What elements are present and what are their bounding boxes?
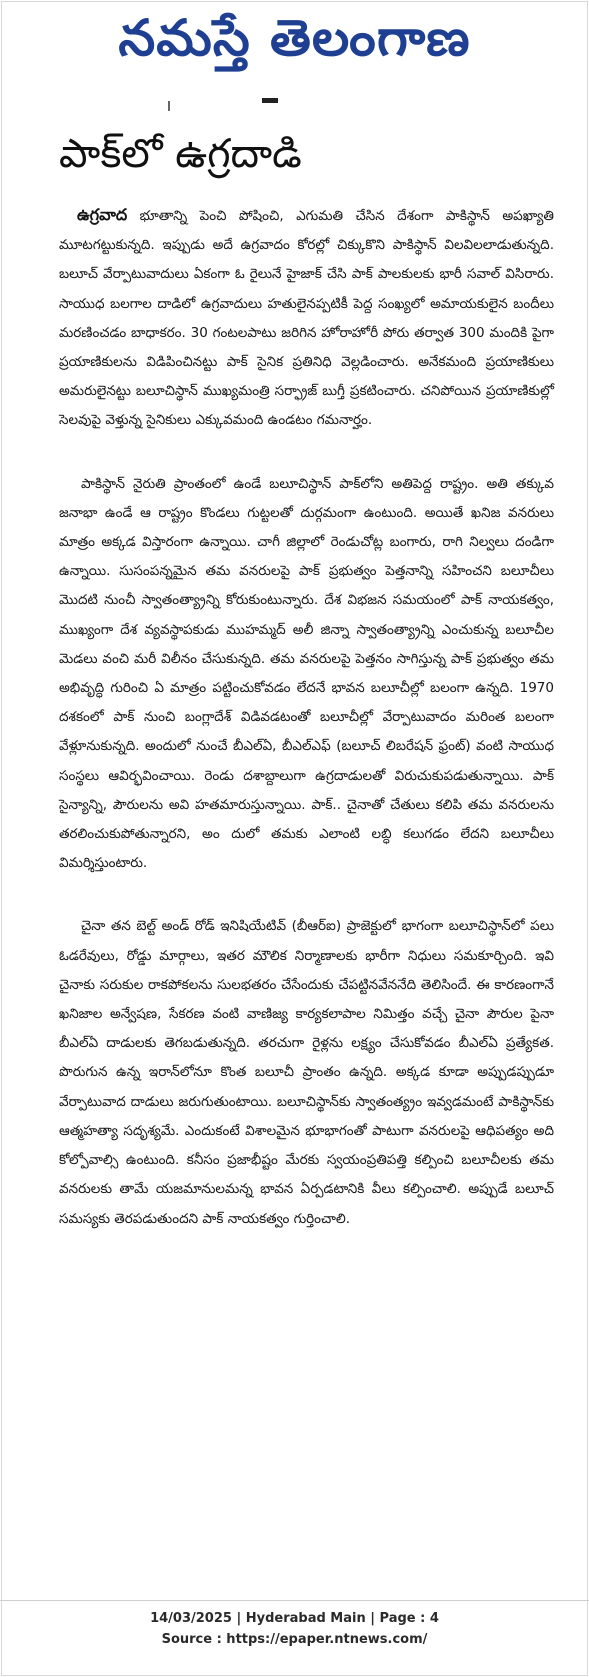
paragraph-text: చైనా తన బెల్ట్ అండ్ రోడ్ ఇనిషియేటివ్ (బీఆర్ఐ) ప్రాజెక్టులో భాగంగా బలూచిస్థాన్‌లో పలు ఓడరేవులు, రోడ్డు మార్గాలు, ఇతర మౌలిక నిర్మాణాలకు భారీగా నిధులు సమకూర్చింది. ఇవి చైనాకు సరుకుల రాకపోకలను సులభతరం చేసేందుకు చేపట్టినవేననేది తెలిసిందే. ఈ కారణంగానే ఖనిజాల అన్వేషణ, సేకరణ వంటి వాణిజ్య కార్యకలాపాల నిమిత్తం వచ్చే చైనా పౌరుల పైనా బీఎల్ఏ దాడులకు తెగబడుతున్నది. తరచుగా రైళ్లను లక్ష్యం చేసుకోవడం బీఎల్ఏ ప్రత్యేకత. పొరుగున ఉన్న ఇరాన్‌లోనూ కొంత బలూచీ ప్రాంతం ఉన్నది. అక్కడ కూడా అప్పుడప్పుడూ వేర్పాటువాద దాడులు జరుగుతుంటాయి. బలూచిస్థాన్‌కు స్వాతంత్య్రం ఇవ్వడమంటే పాకిస్థాన్‌కు ఆత్మహత్యా సదృశ్యమే. ఎందుకంటే విశాలమైన భూభాగంతో పాటుగా వనరులపై ఆధిపత్యం అది కోల్పోవాల్సి ఉంటుంది. కనీసం ప్రజాభీష్టం మేరకు స్వయంప్రతిపత్తి కల్పించి బలూచీలకు తమ వనరులకు తామే యజమానులమన్న భావన ఏర్పడటానికి వీలు కల్పించాలి. అప్పుడే బలూచ్ సమస్యకు తెరపడుతుందని పాక్ నాయకత్వం గుర్తించాలి. — [59, 918, 554, 1227]
lead-word: ఉగ్రవాద — [77, 205, 128, 224]
newspaper-masthead: నమస్తే తెలంగాణ — [118, 9, 471, 67]
footer-divider — [0, 1600, 589, 1601]
article-paragraph — [59, 470, 554, 879]
masthead-rule — [168, 101, 170, 111]
article-paragraph — [59, 200, 554, 436]
footer-source-link[interactable]: Source : https://epaper.ntnews.com/ — [161, 1632, 428, 1647]
footer-edition-info: 14/03/2025 | Hyderabad Main | Page : 4 — [150, 1611, 439, 1626]
article-body — [59, 200, 554, 1268]
paragraph-text: పాకిస్థాన్ నైరుతి ప్రాంతంలో ఉండే బలూచిస్థాన్ పాక్‌లోని అతిపెద్ద రాష్ట్రం. అతి తక్కువ జనాభా ఉండే ఆ రాష్ట్రం కొండలు గుట్టలతో దుర్గమంగా ఉంటుంది. అయితే ఖనిజ వనరులు మాత్రం అక్కడ విస్తారంగా ఉన్నాయి. చాగీ జిల్లాలో రెండుచోట్ల బంగారు, రాగి నిల్వలు దండిగా ఉన్నాయి. సుసంపన్నమైన తమ వనరులపై పాక్ ప్రభుత్వం పెత్తనాన్ని సహించని బలూచీలు మొదటి నుంచీ స్వాతంత్య్రాన్ని కోరుకుంటున్నారు. దేశ విభజన సమయంలో పాక్ నాయకత్వం, ముఖ్యంగా దేశ వ్యవస్థాపకుడు ముహమ్మద్ అలీ జిన్నా స్వాతంత్య్రాన్ని ఎంచుకున్న బలూచీల మెడలు వంచి మరీ విలీనం చేసుకున్నది. తమ వనరులపై పెత్తనం సాగిస్తున్న పాక్ ప్రభుత్వం తమ అభివృద్ధి గురించి ఏ మాత్రం పట్టించుకోవడం లేదనే భావన బలూచీల్లో బలంగా ఉన్నది. 1970 దశకంలో పాక్ నుంచి బంగ్లాదేశ్ విడివడటంతో బలూచీల్లో వేర్పాటువాదం మరింత బలంగా వేళ్లూనుకున్నది. అందులో నుంచే బీఎల్ఏ, బీఎల్ఎఫ్ (బలూచ్ లిబరేషన్ ఫ్రంట్) వంటి సాయుధ సంస్థలు ఆవిర్భవించాయి. రెండు దశాబ్దాలుగా ఉగ్రదాడులతో విరుచుకుపడుతున్నాయి. పాక్ సైన్యాన్ని, పౌరులను అవి హతమారుస్తున్నాయి. పాక్.. చైనాతో చేతులు కలిపి తమ వనరులను తరలించుకుపోతున్నారని, అం దులో తమకు ఎలాంటి లబ్ధి కలుగడం లేదని బలూచీలు విమర్శిస్తుంటారు. — [59, 475, 554, 872]
paragraph-text: భూతాన్ని పెంచి పోషించి, ఎగుమతి చేసిన దేశంగా పాకిస్థాన్ అపఖ్యాతి మూటగట్టుకున్నది. ఇప్పుడు అదే ఉగ్రవాదం కోరల్లో చిక్కుకొని పాకిస్థాన్ విలవిలలాడుతున్నది. బలూచ్ వేర్పాటువాదులు ఏకంగా ఓ రైలునే హైజాక్ చేసి పాక్ పాలకులకు భారీ సవాల్ విసిరారు. సాయుధ బలగాల దాడిలో ఉగ్రవాదులు హతులైనప్పటికీ పెద్ద సంఖ్యలో అమాయకులైన బందీలు మరణించడం బాధాకరం. 30 గంటలపాటు జరిగిన హోరాహోరీ పోరు తర్వాత 300 మందికి పైగా ప్రయాణికులను విడిపించినట్టు పాక్ సైనిక ప్రతినిధి వెల్లడించారు. అనేకమంది ప్రయాణికులు అమరులైనట్టు బలూచిస్థాన్ ముఖ్యమంత్రి సర్ఫ్రాజ్ బుగ్తీ ప్రకటించారు. చనిపోయిన ప్రయాణికుల్లో సెలవుపై వెళ్తున్న సైనికులు ఎక్కువమంది ఉండటం గమనార్హం. — [59, 208, 554, 429]
article-headline: పాక్‌లో ఉగ్రదాడి — [59, 131, 302, 177]
masthead-mark — [262, 98, 278, 103]
article-paragraph — [59, 912, 554, 1233]
